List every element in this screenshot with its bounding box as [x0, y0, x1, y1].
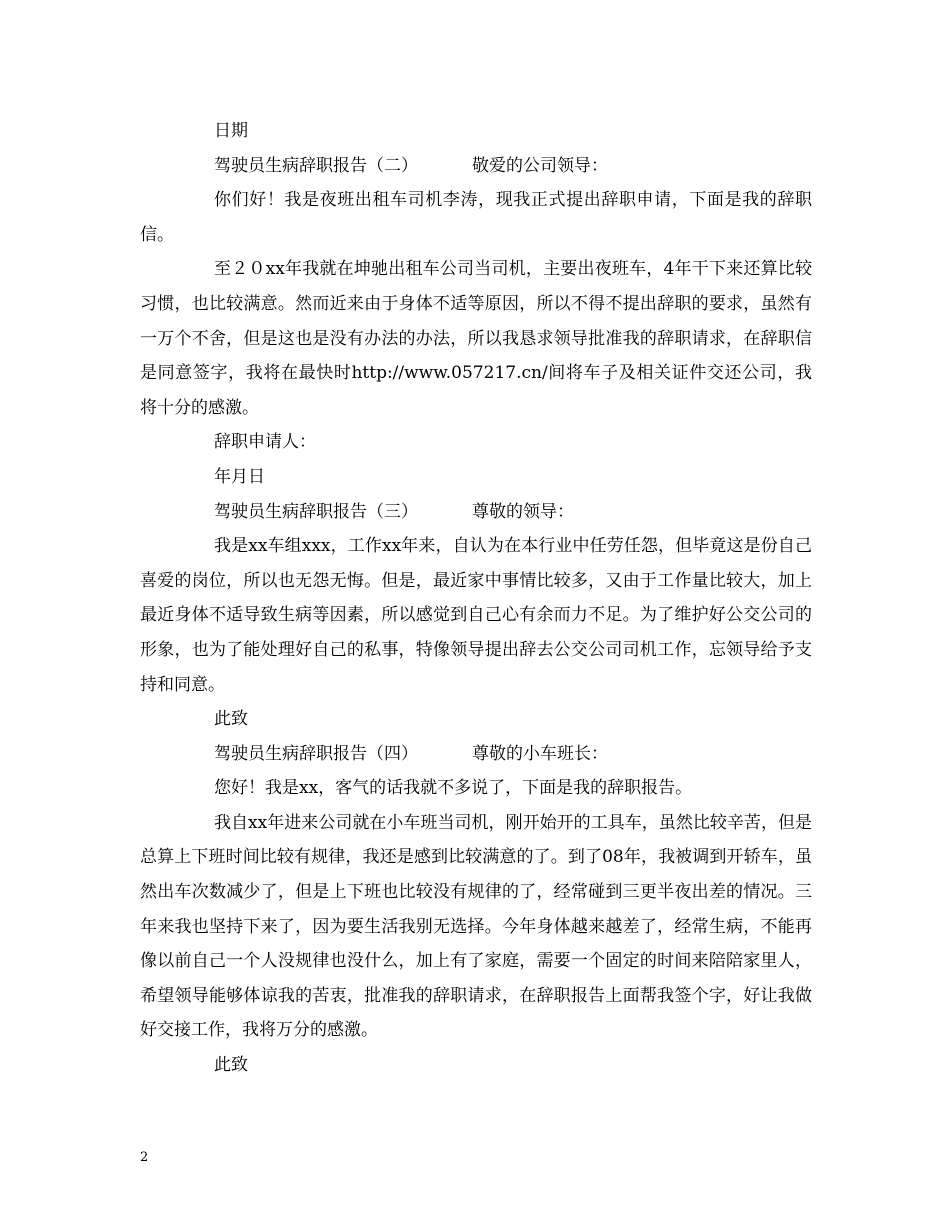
date-line: 日期: [214, 121, 248, 141]
section-heading-3: [140, 495, 812, 530]
paragraph: 我是xx车组xxx，工作xx年来，自认为在本行业中任劳任怨，但毕竟这是份自己喜爱的岗位，所以也无怨无悔。但是，最近家中事情比较多，又由于工作量比较大，加上最近身体不适导致生病等因素，所以感觉到自己心有余而力不足。为了维护好公交公司的形象，也为了能处理好自己的私事，特像领导提出辞去公交公司司机工作，忘领导给予支持和同意。: [140, 536, 812, 695]
salutation: 尊敬的小车班长：: [472, 743, 608, 764]
date-line: 年月日: [214, 466, 265, 487]
salutation: 敬爱的公司领导：: [472, 155, 608, 176]
applicant-line: 辞职申请人：: [214, 432, 316, 453]
section-title: 驾驶员生病辞职报告（二）: [214, 155, 418, 176]
page-number: 2: [140, 1150, 149, 1165]
section-title: 驾驶员生病辞职报告（三）: [214, 501, 418, 522]
document-body: [140, 114, 812, 1083]
paragraph: 你们好！我是夜班出租车司机李涛，现我正式提出辞职申请，下面是我的辞职信。: [140, 190, 812, 245]
section-heading-2: [140, 149, 812, 184]
paragraph: 至２０xx年我就在坤驰出租车公司当司机，主要出夜班车，4年干下来还算比较习惯，也比较满意。然而近来由于身体不适等原因，所以不得不提出辞职的要求，虽然有一万个不舍，但是这也是没有办法的办法，所以我恳求领导批准我的辞职请求，在辞职信是同意签字，我将在最快时http://www.057217.cn/间将车子及相关证件交还公司，我将十分的感激。: [140, 259, 812, 418]
paragraph: 我自xx年进来公司就在小车班当司机，刚开始开的工具车，虽然比较辛苦，但是总算上下班时间比较有规律，我还是感到比较满意的了。到了08年，我被调到开轿车，虽然出车次数减少了，但是上下班也比较没有规律的了，经常碰到三更半夜出差的情况。三年来我也坚持下来了，因为要生活我别无选择。今年身体越来越差了，经常生病，不能再像以前自己一个人没规律也没什么，加上有了家庭，需要一个固定的时间来陪陪家里人，希望领导能够体谅我的苦衷，批准我的辞职请求，在辞职报告上面帮我签个字，好让我做好交接工作，我将万分的感激。: [140, 812, 812, 1041]
section-title: 驾驶员生病辞职报告（四）: [214, 743, 418, 764]
salutation: 尊敬的领导：: [472, 501, 574, 522]
closing-line: 此致: [214, 1055, 248, 1076]
section-heading-4: [140, 737, 812, 772]
closing-line: 此致: [214, 709, 248, 730]
paragraph: 您好！我是xx，客气的话我就不多说了，下面是我的辞职报告。: [214, 778, 693, 799]
